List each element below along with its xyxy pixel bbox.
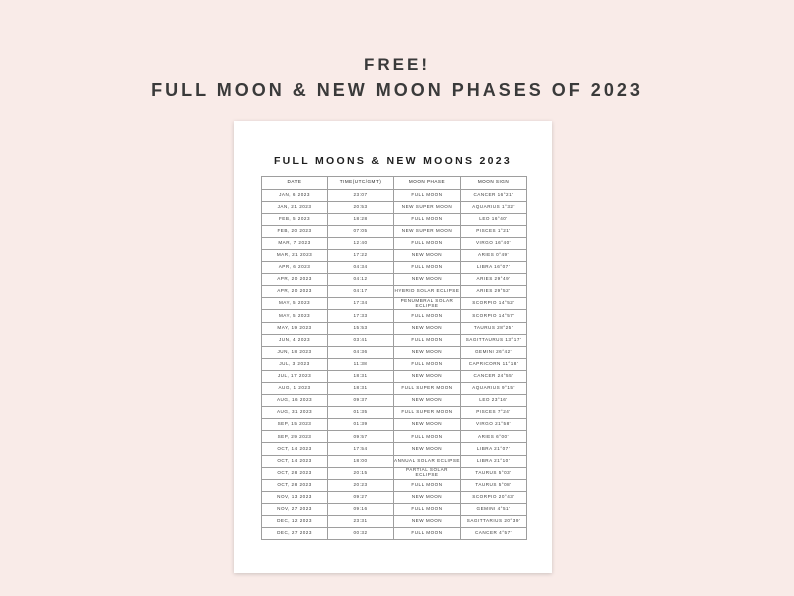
- table-row: [262, 419, 527, 431]
- phase-cell: FULL MOON: [394, 503, 461, 515]
- time-cell: 09:37: [328, 395, 394, 407]
- sign-cell: TAURUS 28°25': [461, 322, 527, 334]
- date-cell: JUN, 4 2023: [262, 334, 328, 346]
- time-cell: 18:28: [328, 213, 394, 225]
- phase-cell: NEW MOON: [394, 274, 461, 286]
- hero-line-free: FREE!: [364, 55, 430, 74]
- column-header-sign: MOON SIGN: [461, 177, 527, 190]
- sign-cell: TAURUS 5°08': [461, 479, 527, 491]
- table-row: [262, 237, 527, 249]
- table-row: [262, 503, 527, 515]
- time-cell: 00:32: [328, 528, 394, 540]
- time-cell: 18:31: [328, 370, 394, 382]
- date-cell: AUG, 31 2023: [262, 407, 328, 419]
- table-row: [262, 334, 527, 346]
- table-row: [262, 491, 527, 503]
- phase-cell: HYBRID SOLAR ECLIPSE: [394, 286, 461, 298]
- time-cell: 20:15: [328, 467, 394, 479]
- date-cell: APR, 20 2023: [262, 286, 328, 298]
- table-row: [262, 286, 527, 298]
- sign-cell: LIBRA 16°07': [461, 262, 527, 274]
- sign-cell: SCORPIO 14°57': [461, 310, 527, 322]
- date-cell: NOV, 13 2023: [262, 491, 328, 503]
- table-row: [262, 528, 527, 540]
- date-cell: DEC, 27 2023: [262, 528, 328, 540]
- phase-cell: FULL MOON: [394, 237, 461, 249]
- time-cell: 04:34: [328, 262, 394, 274]
- sign-cell: PISCES 1°21': [461, 225, 527, 237]
- table-row: [262, 249, 527, 261]
- hero-line-title: FULL MOON & NEW MOON PHASES OF 2023: [151, 80, 643, 100]
- date-cell: JUL, 17 2023: [262, 370, 328, 382]
- sign-cell: LIBRA 21°10': [461, 455, 527, 467]
- phase-cell: FULL SUPER MOON: [394, 407, 461, 419]
- date-cell: APR, 6 2023: [262, 262, 328, 274]
- table-row: [262, 189, 527, 201]
- phase-cell: FULL MOON: [394, 262, 461, 274]
- phase-cell: NEW MOON: [394, 419, 461, 431]
- sign-cell: PISCES 7°24': [461, 407, 527, 419]
- table-body: [262, 189, 527, 540]
- sign-cell: ARIES 6°00': [461, 431, 527, 443]
- phase-cell: FULL MOON: [394, 358, 461, 370]
- phase-cell: PARTIAL SOLAR ECLIPSE: [394, 467, 461, 479]
- table-row: [262, 431, 527, 443]
- moon-phases-table: [261, 176, 527, 540]
- time-cell: 17:34: [328, 298, 394, 310]
- phase-cell: PENUMBRAL SOLAR ECLIPSE: [394, 298, 461, 310]
- hero-heading: [0, 54, 794, 102]
- phase-cell: FULL MOON: [394, 528, 461, 540]
- table-row: [262, 298, 527, 310]
- time-cell: 18:00: [328, 455, 394, 467]
- phase-cell: FULL MOON: [394, 310, 461, 322]
- phase-cell: NEW SUPER MOON: [394, 225, 461, 237]
- table-row: [262, 383, 527, 395]
- sign-cell: LEO 23°16': [461, 395, 527, 407]
- sheet-title: FULL MOONS & NEW MOONS 2023: [273, 155, 513, 167]
- phase-cell: NEW MOON: [394, 370, 461, 382]
- table-row: [262, 370, 527, 382]
- phase-cell: FULL MOON: [394, 213, 461, 225]
- time-cell: 04:17: [328, 286, 394, 298]
- sign-cell: LIBRA 21°07': [461, 443, 527, 455]
- sign-cell: SAGITTARIUS 20°39': [461, 516, 527, 528]
- time-cell: 09:16: [328, 503, 394, 515]
- phase-cell: NEW MOON: [394, 322, 461, 334]
- table-row: [262, 346, 527, 358]
- sign-cell: CANCER 16°21': [461, 189, 527, 201]
- date-cell: MAR, 21 2023: [262, 249, 328, 261]
- sign-cell: VIRGO 21°58': [461, 419, 527, 431]
- printable-sheet: [234, 121, 552, 573]
- time-cell: 09:27: [328, 491, 394, 503]
- table-row: [262, 358, 527, 370]
- time-cell: 20:53: [328, 201, 394, 213]
- sign-cell: SCORPIO 20°43': [461, 491, 527, 503]
- table-row: [262, 395, 527, 407]
- table-row: [262, 201, 527, 213]
- date-cell: NOV, 27 2023: [262, 503, 328, 515]
- table-row: [262, 455, 527, 467]
- date-cell: APR, 20 2023: [262, 274, 328, 286]
- time-cell: 23:31: [328, 516, 394, 528]
- phase-cell: NEW MOON: [394, 249, 461, 261]
- time-cell: 15:53: [328, 322, 394, 334]
- table-row: [262, 516, 527, 528]
- date-cell: OCT, 28 2023: [262, 479, 328, 491]
- time-cell: 17:33: [328, 310, 394, 322]
- sign-cell: ARIES 0°49': [461, 249, 527, 261]
- table-row: [262, 443, 527, 455]
- date-cell: AUG, 1 2023: [262, 383, 328, 395]
- time-cell: 17:22: [328, 249, 394, 261]
- table-row: [262, 407, 527, 419]
- date-cell: MAY, 5 2023: [262, 298, 328, 310]
- date-cell: MAY, 5 2023: [262, 310, 328, 322]
- column-header-time: TIME(UTC/GMT): [328, 177, 394, 190]
- time-cell: 17:54: [328, 443, 394, 455]
- sign-cell: AQUARIUS 9°15': [461, 383, 527, 395]
- sign-cell: LEO 16°40': [461, 213, 527, 225]
- date-cell: FEB, 5 2023: [262, 213, 328, 225]
- phase-cell: NEW MOON: [394, 395, 461, 407]
- date-cell: OCT, 28 2023: [262, 467, 328, 479]
- phase-cell: FULL MOON: [394, 479, 461, 491]
- time-cell: 01:35: [328, 407, 394, 419]
- phase-cell: FULL MOON: [394, 431, 461, 443]
- date-cell: SEP, 15 2023: [262, 419, 328, 431]
- sign-cell: CANCER 24°55': [461, 370, 527, 382]
- phase-cell: FULL MOON: [394, 334, 461, 346]
- phase-cell: FULL SUPER MOON: [394, 383, 461, 395]
- sign-cell: ARIES 29°52': [461, 286, 527, 298]
- time-cell: 07:05: [328, 225, 394, 237]
- date-cell: JAN, 21 2023: [262, 201, 328, 213]
- date-cell: SEP, 29 2023: [262, 431, 328, 443]
- phase-cell: NEW MOON: [394, 516, 461, 528]
- column-header-date: DATE: [262, 177, 328, 190]
- phase-cell: ANNUAL SOLAR ECLIPSE: [394, 455, 461, 467]
- table-header-row: [262, 177, 527, 190]
- phase-cell: NEW SUPER MOON: [394, 201, 461, 213]
- date-cell: OCT, 14 2023: [262, 455, 328, 467]
- date-cell: FEB, 20 2023: [262, 225, 328, 237]
- sign-cell: AQUARIUS 1°32': [461, 201, 527, 213]
- sign-cell: CANCER 4°57': [461, 528, 527, 540]
- table-row: [262, 213, 527, 225]
- date-cell: JAN, 6 2023: [262, 189, 328, 201]
- table-row: [262, 310, 527, 322]
- time-cell: 04:12: [328, 274, 394, 286]
- date-cell: OCT, 14 2023: [262, 443, 328, 455]
- sign-cell: ARIES 29°49': [461, 274, 527, 286]
- table-row: [262, 225, 527, 237]
- phase-cell: FULL MOON: [394, 189, 461, 201]
- column-header-phase: MOON PHASE: [394, 177, 461, 190]
- date-cell: AUG, 16 2023: [262, 395, 328, 407]
- time-cell: 18:31: [328, 383, 394, 395]
- phase-cell: NEW MOON: [394, 443, 461, 455]
- date-cell: MAR, 7 2023: [262, 237, 328, 249]
- sign-cell: GEMINI 26°42': [461, 346, 527, 358]
- time-cell: 09:57: [328, 431, 394, 443]
- table-row: [262, 274, 527, 286]
- time-cell: 04:36: [328, 346, 394, 358]
- time-cell: 12:40: [328, 237, 394, 249]
- phase-cell: NEW MOON: [394, 346, 461, 358]
- table-row: [262, 322, 527, 334]
- time-cell: 11:38: [328, 358, 394, 370]
- table-row: [262, 262, 527, 274]
- table-row: [262, 467, 527, 479]
- time-cell: 23:07: [328, 189, 394, 201]
- sign-cell: SCORPIO 14°52': [461, 298, 527, 310]
- date-cell: MAY, 19 2023: [262, 322, 328, 334]
- sign-cell: SAGITTAURUS 13°17': [461, 334, 527, 346]
- date-cell: JUN, 18 2023: [262, 346, 328, 358]
- sign-cell: CAPRICORN 11°18': [461, 358, 527, 370]
- time-cell: 20:23: [328, 479, 394, 491]
- sign-cell: TAURUS 5°03': [461, 467, 527, 479]
- time-cell: 01:39: [328, 419, 394, 431]
- sign-cell: GEMINI 4°51': [461, 503, 527, 515]
- phase-cell: NEW MOON: [394, 491, 461, 503]
- date-cell: DEC, 12 2023: [262, 516, 328, 528]
- time-cell: 03:41: [328, 334, 394, 346]
- sign-cell: VIRGO 16°40': [461, 237, 527, 249]
- table-row: [262, 479, 527, 491]
- date-cell: JUL, 3 2023: [262, 358, 328, 370]
